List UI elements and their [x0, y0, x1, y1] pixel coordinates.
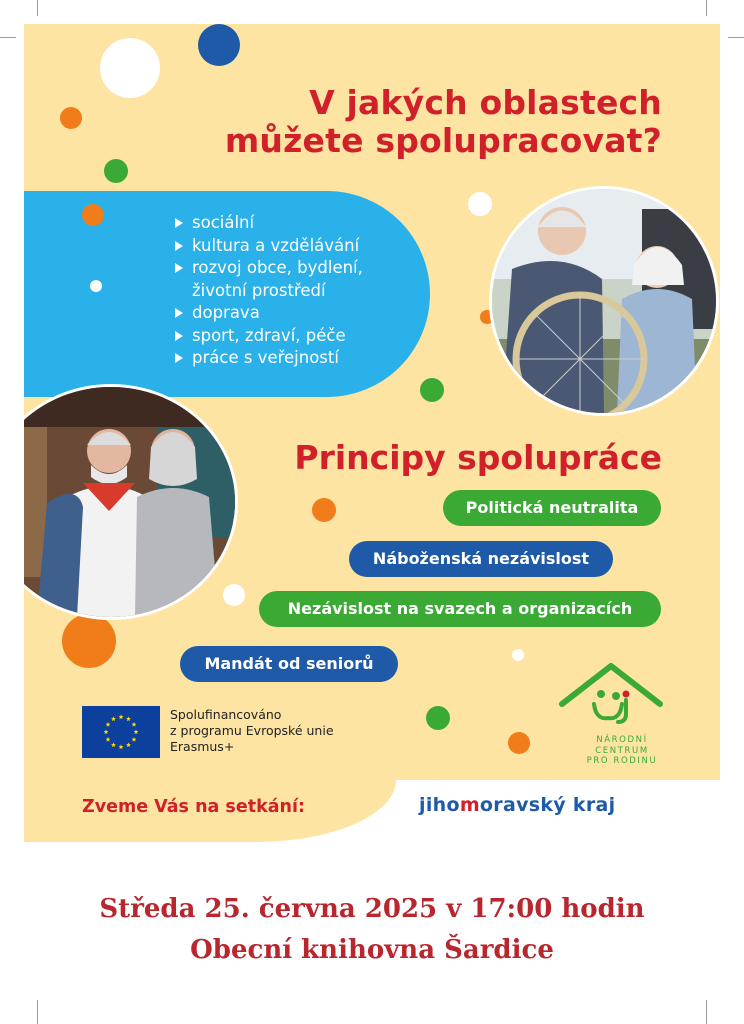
event-venue: Obecní knihovna Šardice [190, 935, 554, 965]
decor-dot [90, 280, 102, 292]
principle-pill: Náboženská nezávislost [349, 541, 613, 577]
bullet-triangle-icon [175, 308, 183, 318]
crop-mark [728, 37, 744, 38]
men-photo-illustration [24, 387, 235, 617]
area-item-label: kultura a vzdělávání [192, 235, 360, 255]
decor-dot [512, 649, 524, 661]
decor-dot [104, 159, 128, 183]
area-item-label: doprava [192, 303, 260, 322]
ncpr-logo-line: CENTRUM [595, 745, 649, 756]
area-item [174, 302, 363, 325]
eu-star-icon [106, 722, 111, 727]
crop-mark [37, 1000, 38, 1024]
eu-star-icon [104, 729, 109, 734]
main-title-line: můžete spolupracovat? [224, 121, 662, 160]
eu-star-icon [132, 722, 137, 727]
eu-funding-line: Spolufinancováno [170, 707, 282, 722]
eu-star-icon [126, 716, 131, 721]
eu-star-icon [106, 737, 111, 742]
area-item [174, 235, 363, 258]
region-logo-part: oravský kraj [479, 794, 616, 816]
decor-dot [508, 732, 530, 754]
decor-dot [468, 192, 492, 216]
eu-star-icon [111, 742, 116, 747]
event-date: Středa 25. června 2025 v 17:00 hodin [99, 894, 645, 924]
main-title-line: V jakých oblastech [309, 83, 662, 122]
area-item-label: životní prostředí [192, 280, 326, 300]
eu-flag-icon [82, 706, 160, 758]
ncpr-logo-line: PRO RODINU [586, 756, 658, 766]
eu-funding-line: Erasmus+ [170, 739, 235, 754]
decor-dot [312, 498, 336, 522]
area-item-label: práce s veřejností [192, 348, 339, 367]
eu-star-icon [119, 714, 124, 719]
eu-star-icon [132, 737, 137, 742]
couple-photo-illustration [492, 189, 716, 413]
eu-funding-text [170, 707, 334, 755]
eu-star-icon [119, 744, 124, 749]
area-item [174, 280, 363, 303]
area-item [174, 257, 363, 280]
area-item [174, 347, 363, 370]
main-title [225, 84, 662, 160]
region-logo-part: m [459, 794, 480, 816]
area-item-label: sociální [192, 213, 255, 232]
area-item [174, 212, 363, 235]
area-item-label: rozvoj obce, bydlení, [192, 258, 363, 277]
invitation-text: Zveme Vás na setkání: [82, 797, 305, 817]
decor-dot [60, 107, 82, 129]
bullet-triangle-icon [175, 331, 183, 341]
principle-pill: Mandát od seniorů [180, 646, 398, 682]
ncpr-logo-icon [558, 660, 664, 732]
principle-pill: Politická neutralita [443, 490, 661, 526]
eu-stars [82, 706, 160, 758]
couple-photo [489, 186, 719, 416]
decor-dot [420, 378, 444, 402]
decor-dot [82, 204, 104, 226]
men-photo [24, 384, 238, 620]
ncpr-logo-line: NÁRODNÍ [596, 735, 648, 745]
decor-dot [62, 614, 116, 668]
eu-star-icon [134, 729, 139, 734]
decor-dot [223, 584, 245, 606]
ncpr-logo-text [552, 735, 692, 767]
principles-heading: Principy spolupráce [294, 438, 662, 477]
bullet-triangle-icon [175, 353, 183, 363]
bullet-triangle-icon [175, 263, 183, 273]
decor-dot [426, 706, 450, 730]
region-logo-part: jiho [419, 794, 460, 816]
decor-dot [100, 38, 160, 98]
poster [24, 24, 720, 842]
eu-star-icon [126, 742, 131, 747]
areas-list [174, 212, 363, 370]
principle-pill: Nezávislost na svazech a organizacích [259, 591, 661, 627]
eu-funding-line: z programu Evropské unie [170, 723, 334, 738]
crop-mark [706, 0, 707, 16]
crop-mark [0, 37, 16, 38]
crop-mark [706, 1000, 707, 1024]
bullet-triangle-icon [175, 218, 183, 228]
eu-star-icon [111, 716, 116, 721]
area-item-label: sport, zdraví, péče [192, 325, 346, 345]
region-logo [419, 794, 615, 816]
area-item [174, 325, 363, 348]
crop-mark [37, 0, 38, 16]
bullet-triangle-icon [175, 241, 183, 251]
decor-dot [198, 24, 240, 66]
